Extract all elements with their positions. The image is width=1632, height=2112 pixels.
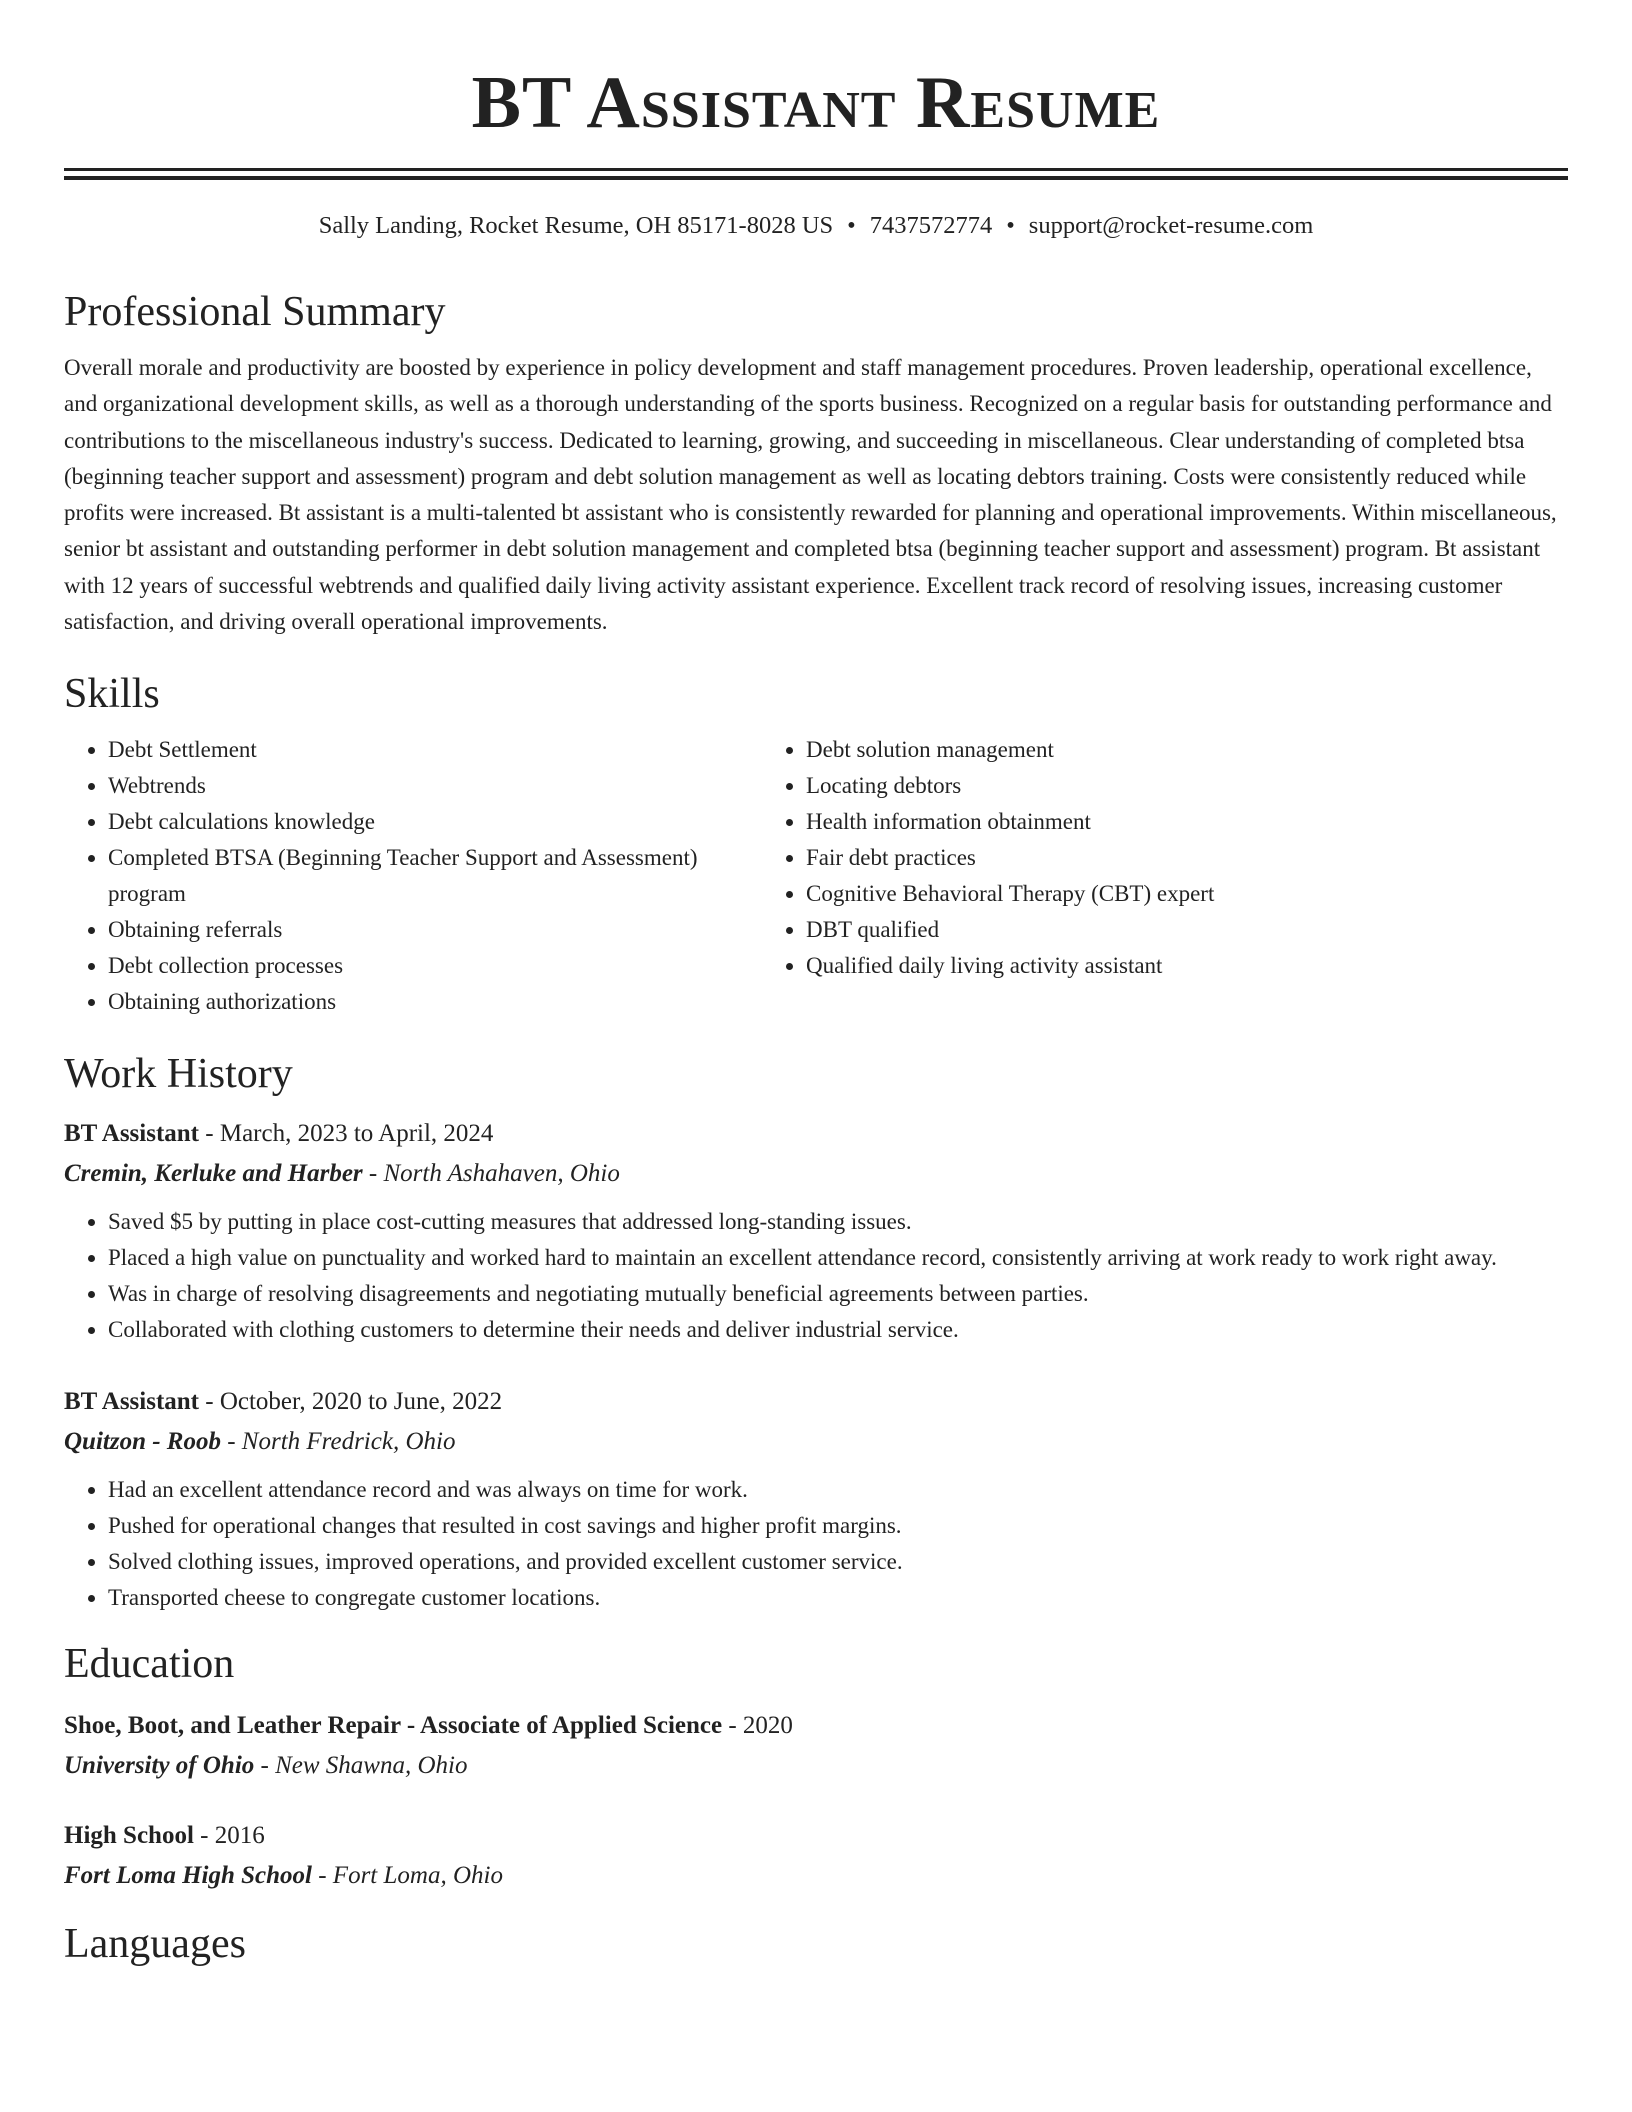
- job-bullet: • Collaborated with clothing customers to determine their needs and deliver industrial service.: [108, 1312, 1568, 1348]
- skill-item: • Cognitive Behavioral Therapy (CBT) expert: [806, 876, 1568, 912]
- job-bullets: [64, 1472, 1568, 1616]
- contact-line: [64, 210, 1568, 242]
- job-dates: - October, 2020 to June, 2022: [199, 1388, 503, 1416]
- skill-item: • Debt solution management: [806, 732, 1568, 768]
- contact-address: Sally Landing, Rocket Resume, OH 85171-8028 US: [318, 212, 834, 239]
- resume-title: BT Assistant Resume: [471, 62, 1161, 144]
- contact-phone: 7437572774: [869, 212, 993, 239]
- education-header: [64, 1706, 1568, 1746]
- education-school: Fort Loma High School: [64, 1862, 312, 1890]
- job-location: - North Fredrick, Ohio: [220, 1428, 456, 1456]
- skill-item: • Completed BTSA (Beginning Teacher Support and Assessment) program: [108, 840, 762, 912]
- skill-item: • Debt Settlement: [108, 732, 762, 768]
- job-bullet: • Was in charge of resolving disagreements and negotiating mutually beneficial agreements between parties.: [108, 1276, 1568, 1312]
- education-year: - 2020: [722, 1712, 793, 1740]
- contact-separator: •: [847, 212, 856, 239]
- skills-column-right: [762, 732, 1568, 1020]
- job-employer: [64, 1154, 1568, 1194]
- skill-item: • Debt calculations knowledge: [108, 804, 762, 840]
- skill-item: • Qualified daily living activity assistant: [806, 948, 1568, 984]
- skill-item: • Obtaining referrals: [108, 912, 762, 948]
- job-bullet: • Transported cheese to congregate customer locations.: [108, 1580, 1568, 1616]
- skill-item: • Health information obtainment: [806, 804, 1568, 840]
- education-header: [64, 1816, 1568, 1856]
- education-degree: High School: [64, 1822, 194, 1850]
- skill-item: • Locating debtors: [806, 768, 1568, 804]
- job-company: Quitzon - Roob: [64, 1428, 221, 1456]
- skills-column-left: [64, 732, 762, 1020]
- job-location: - North Ashahaven, Ohio: [362, 1160, 620, 1188]
- skill-item: • Obtaining authorizations: [108, 984, 762, 1020]
- education-entry: [64, 1816, 1568, 1896]
- education-year: - 2016: [193, 1822, 265, 1850]
- summary-text: Overall morale and productivity are boosted by experience in policy development and staff management procedures. Proven leadership, operational excellence, and organizational development skills, as well as a thorough understanding of the sports business. Recognized on a regular basis for outstanding performance and contributions to the miscellaneous industry's success. Dedicated to learning, growing, and succeeding in miscellaneous. Clear understanding of completed btsa (beginning teacher support and assessment) program and debt solution management as well as locating debtors training. Costs were consistently reduced while profits were increased. Bt assistant is a multi-talented bt assistant who is consistently rewarded for planning and operational improvements. Within miscellaneous, senior bt assistant and outstanding performer in debt solution management and completed btsa (beginning teacher support and assessment) program. Bt assistant with 12 years of successful webtrends and qualified daily living activity assistant experience. Excellent track record of resolving issues, increasing customer satisfaction, and driving overall operational improvements.: [64, 355, 1557, 635]
- job-bullet: • Saved $5 by putting in place cost-cutting measures that addressed long-standing issues.: [108, 1204, 1568, 1240]
- title-double-rule: [64, 168, 1568, 180]
- job-title: BT Assistant: [64, 1388, 200, 1416]
- skill-item: • DBT qualified: [806, 912, 1568, 948]
- job-company: Cremin, Kerluke and Harber: [64, 1160, 363, 1188]
- education-institution: [64, 1856, 1568, 1896]
- job-entry: [64, 1114, 1568, 1348]
- skills-heading: Skills: [64, 671, 160, 718]
- languages-heading: Languages: [64, 1921, 246, 1968]
- summary-heading: Professional Summary: [64, 289, 446, 335]
- job-bullet: • Pushed for operational changes that resulted in cost savings and higher profit margins.: [108, 1508, 1568, 1544]
- skill-item: • Webtrends: [108, 768, 762, 804]
- job-header: [64, 1382, 1568, 1422]
- education-institution: [64, 1746, 1568, 1786]
- skill-item: • Fair debt practices: [806, 840, 1568, 876]
- skills-list: [64, 732, 1568, 1020]
- job-title: BT Assistant: [64, 1120, 200, 1148]
- job-bullet: • Solved clothing issues, improved operations, and provided excellent customer service.: [108, 1544, 1568, 1580]
- education-degree: Shoe, Boot, and Leather Repair - Associate of Applied Science: [64, 1712, 723, 1740]
- job-employer: [64, 1422, 1568, 1462]
- contact-separator: •: [1006, 212, 1015, 239]
- skill-item: • Debt collection processes: [108, 948, 762, 984]
- education-location: - New Shawna, Ohio: [254, 1752, 468, 1780]
- job-header: [64, 1114, 1568, 1154]
- education-heading: Education: [64, 1641, 235, 1688]
- contact-email: support@rocket-resume.com: [1028, 212, 1314, 239]
- education-location: - Fort Loma, Ohio: [311, 1862, 503, 1890]
- job-dates: - March, 2023 to April, 2024: [199, 1120, 494, 1148]
- education-school: University of Ohio: [64, 1752, 255, 1780]
- job-bullets: [64, 1204, 1568, 1348]
- education-entry: [64, 1706, 1568, 1786]
- work-history-heading: Work History: [64, 1051, 293, 1098]
- job-bullet: • Placed a high value on punctuality and worked hard to maintain an excellent attendance record, consistently arriving at work ready to work right away.: [108, 1240, 1568, 1276]
- job-entry: [64, 1382, 1568, 1616]
- job-bullet: • Had an excellent attendance record and was always on time for work.: [108, 1472, 1568, 1508]
